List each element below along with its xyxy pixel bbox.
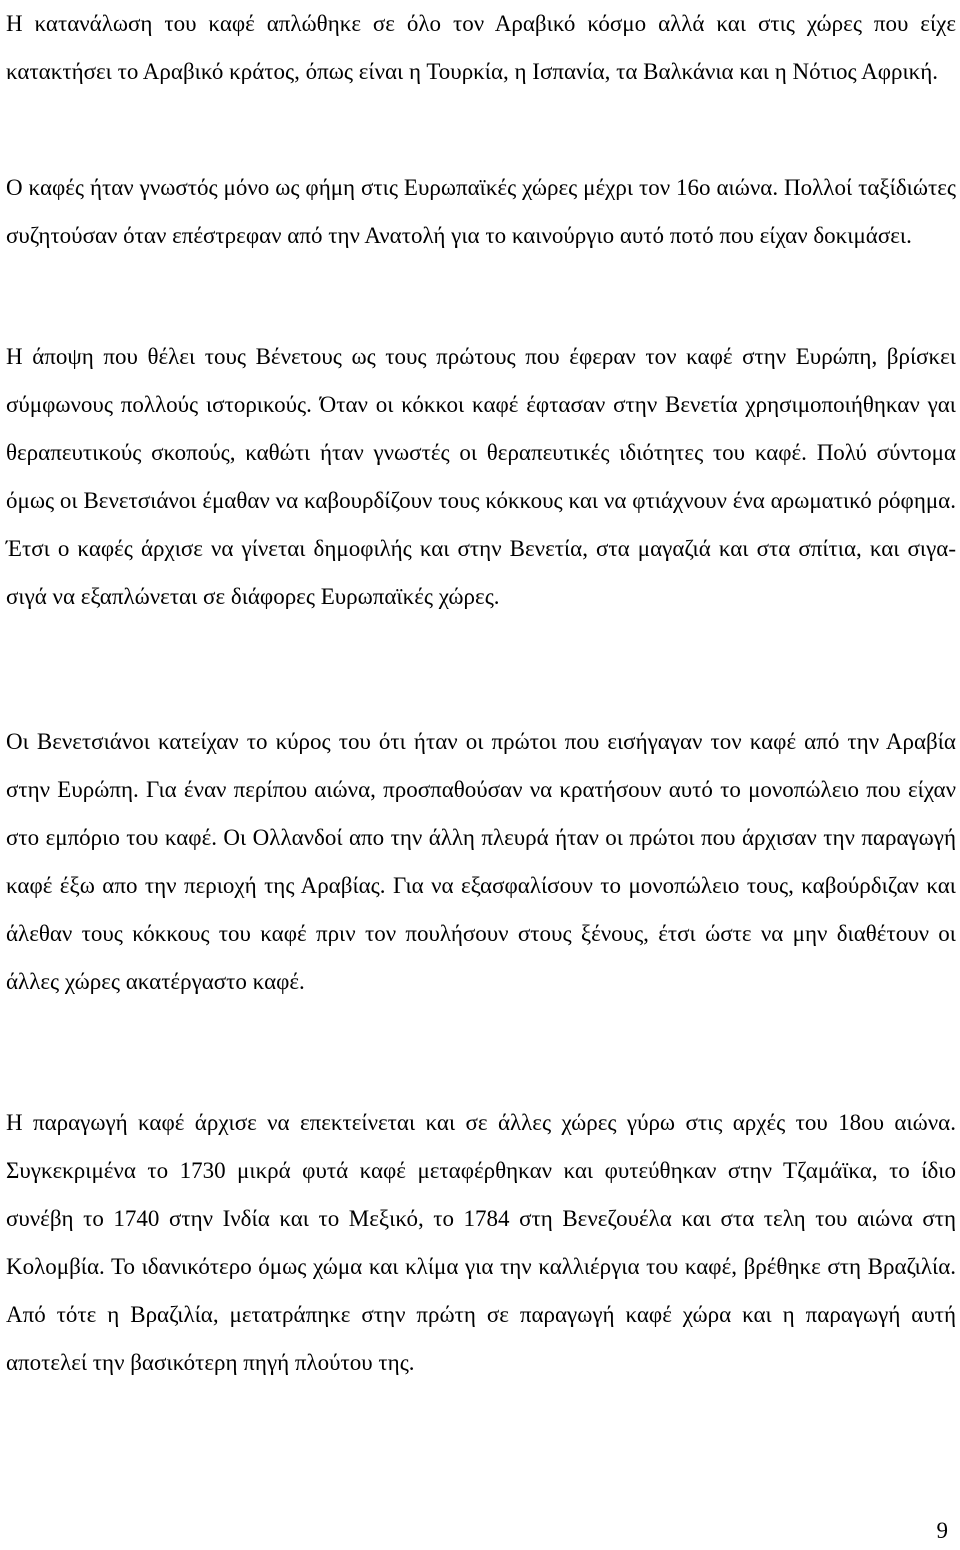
paragraph-production-spread: Η παραγωγή καφέ άρχισε να επεκτείνεται και σε άλλες χώρες γύρω στις αρχές του 18ου αιώνα. Συγκεκριμένα το 1730 μικρά φυτά καφέ μεταφέρθηκαν και φυτεύθηκαν στην Τζαμάϊκα, το ίδιο συνέβη το 1740 στην Ινδία και το Μεξικό, το 1784 στη Βενεζουέλα και στα τελη του αιώνα στη Κολομβία. Το ιδανικότερο όμως χώμα και κλίμα για την καλλιέργια του καφέ, βρέθηκε στη Βραζιλία. Από τότε η Βραζιλία, μετατράπηκε στην πρώτη σε παραγωγή καφέ χώρα και η παραγωγή αυτή αποτελεί την βασικότερη πηγή πλούτου της. xyxy=(6,1110,956,1375)
paragraph-europe-rumor: Ο καφές ήταν γνωστός μόνο ως φήμη στις Ευρωπαϊκές χώρες μέχρι τον 16ο αιώνα. Πολλοί ταξίδιώτες συζητούσαν όταν επέστρεφαν από την Ανατολή για το καινούργιο αυτό ποτό που είχαν δοκιμάσει. xyxy=(6,175,956,248)
paragraph-venetian-monopoly: Οι Βενετσιάνοι κατείχαν το κύρος του ότι ήταν οι πρώτοι που εισήγαγαν τον καφέ από την Αραβία στην Ευρώπη. Για έναν περίπου αιώνα, προσπαθούσαν να κρατήσουν αυτό το μονοπώλειο που είχαν στο εμπόριο του καφέ. Οι Ολλανδοί απο την άλλη πλευρά ήταν οι πρώτοι που άρχισαν την παραγωγή καφέ έξω απο την περιοχή της Αραβίας. Για να εξασφαλίσουν το μονοπώλειο τους, καβούρδιζαν και άλεθαν τους κόκκους του καφέ πριν τον πουλήσουν στους ξένους, έτσι ώστε να μην διαθέτουν οι άλλες χώρες ακατέργαστο καφέ. xyxy=(6,729,956,994)
page-number: 9 xyxy=(936,1518,948,1543)
paragraph-arab-world: Η κατανάλωση του καφέ απλώθηκε σε όλο τον Αραβικό κόσμο αλλά και στις χώρες που είχε κατακτήσει το Αραβικό κράτος, όπως είναι η Τουρκία, η Ισπανία, τα Βαλκάνια και η Νότιος Αφρική. xyxy=(6,11,956,84)
document-page xyxy=(6,0,956,1550)
paragraph-venice: Η άποψη που θέλει τους Βένετους ως τους πρώτους που έφεραν τον καφέ στην Ευρώπη, βρίσκει σύμφωνους πολλούς ιστορικούς. Όταν οι κόκκοι καφέ έφτασαν στην Βενετία χρησιμοποιήθηκαν γαι θεραπευτικούς σκοπούς, καθώτι ήταν γνωστές οι θεραπευτικές ιδιότητες του καφέ. Πολύ σύντομα όμως οι Βενετσιάνοι έμαθαν να καβουρδίζουν τους κόκκους και να φτιάχνουν ένα αρωματικό ρόφημα. Έτσι ο καφές άρχισε να γίνεται δημοφιλής και στην Βενετία, στα μαγαζιά και στα σπίτια, και σιγα-σιγά να εξαπλώνεται σε διάφορες Ευρωπαϊκές χώρες. xyxy=(6,344,956,609)
